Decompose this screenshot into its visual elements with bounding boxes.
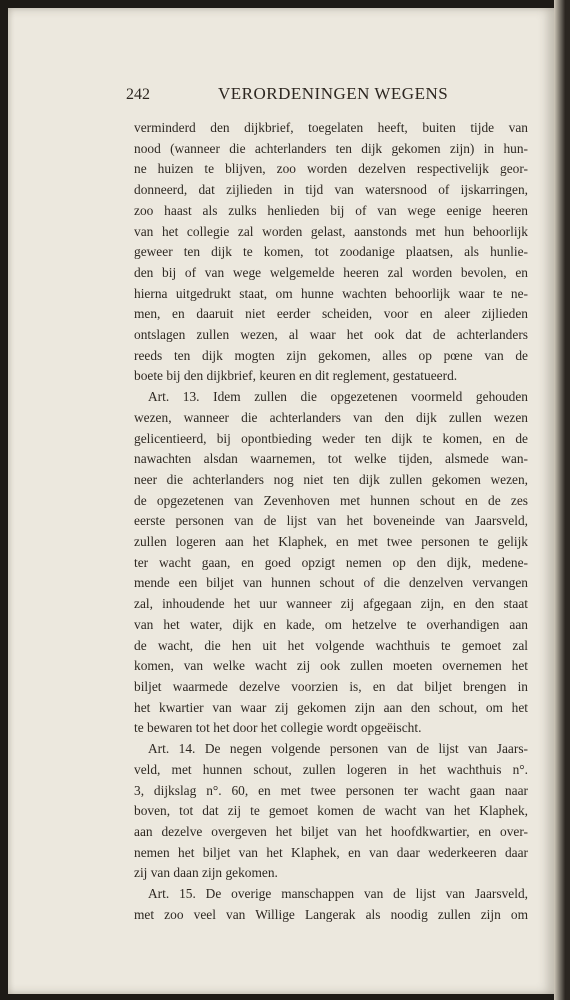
text-line: nood (wanneer die achterlanders ten dijk gekomen zijn) in hun- (134, 140, 528, 156)
text-line: het kwartier van waar zij gekomen zijn aan den schout, om het (134, 699, 528, 715)
text-line: van het collegie zal worden gelast, aanstonds met hun behoorlijk (134, 223, 528, 239)
page-number: 242 (126, 86, 150, 103)
text-line: donneerd, dat zijlieden in tijd van watersnood of ijskarringen, (134, 182, 528, 198)
text-line: neer die achterlanders nog niet ten dijk zullen gekomen wezen, (134, 471, 528, 487)
text-line: boven, tot dat zij te gemoet komen de wacht van het Klaphek, (134, 803, 528, 819)
text-line: zal, inhoudende het uur wanneer zij afgegaan zijn, en den staat (134, 596, 528, 612)
page-gutter-edge (554, 0, 570, 1000)
text-line: ne huizen te blijven, zoo worden dezelven respectivelijk geor- (134, 161, 528, 177)
text-line: zij van daan zijn gekomen. (134, 865, 278, 881)
text-line: ter wacht gaan, en goed opzigt nemen op den dijk, medene- (134, 554, 528, 570)
text-line: hierna uitgedrukt staat, om hunne wachten behoorlijk waar te ne- (134, 285, 528, 301)
text-line: Art. 14. De negen volgende personen van de lijst van Jaars- (148, 741, 528, 757)
text-line: zullen logeren aan het Klaphek, en met twee personen te gelijk (134, 534, 528, 550)
text-line: mende een biljet van hunnen schout of die denzelven vervangen (134, 575, 528, 591)
text-line: reeds ten dijk mogten zijn gekomen, alles op pœne van de (134, 347, 528, 363)
text-line: de wacht, die hen uit het volgende wachthuis te gemoet zal (134, 637, 528, 653)
text-line: biljet waarmede dezelve voorzien is, en dat biljet brengen in (134, 678, 528, 694)
body-text (134, 118, 528, 925)
text-line: veld, met hunnen schout, zullen logeren in het wachthuis n°. (134, 761, 528, 777)
text-line: nawachten alsdan waarnemen, tot welke tijden, alsmede wan- (134, 451, 528, 467)
running-title: VERORDENINGEN WEGENS (218, 84, 449, 103)
page-header (126, 84, 536, 108)
text-line: boete bij den dijkbrief, keuren en dit reglement, gestatueerd. (134, 368, 458, 384)
text-line: ontslagen zullen wezen, al waar het ook dat de achterlanders (134, 327, 528, 343)
text-line: 3, dijkslag n°. 60, en met twee personen ter wacht gaan naar (134, 782, 528, 798)
text-line: te bewaren tot het door het collegie wordt opgeëischt. (134, 720, 422, 736)
text-line: gelicentieerd, bij opontbieding weder ten dijk te komen, en de (134, 430, 528, 446)
text-line: de opgezetenen van Zevenhoven met hunnen schout en de zes (134, 492, 528, 508)
text-line: den bij of van wege welgemelde heeren zal worden bevolen, en (134, 264, 528, 280)
text-line: nemen het biljet van het Klaphek, en van daar wederkeeren daar (134, 844, 528, 860)
text-line: Art. 13. Idem zullen die opgezetenen voormeld gehouden (148, 389, 528, 405)
text-line: aan dezelve overgeven het biljet van het hoofdkwartier, en over- (134, 823, 528, 839)
text-line: zoo haast als zulks henlieden bij of van wege eenige heeren (134, 202, 528, 218)
text-line: met zoo veel van Willige Langerak als noodig zullen zijn om (134, 906, 528, 922)
text-line: komen, van welke wacht zij ook zullen moeten overnemen het (134, 658, 528, 674)
text-line: Art. 15. De overige manschappen van de lijst van Jaarsveld, (148, 886, 528, 902)
text-line: geweer ten dijk te komen, tot zoodanige plaatsen, als hunlie- (134, 244, 528, 260)
text-line: men, en daaruit niet eerder scheiden, voor en aleer zijlieden (134, 306, 528, 322)
text-line: verminderd den dijkbrief, toegelaten heeft, buiten tijde van (134, 120, 528, 135)
text-line: van het water, dijk en kade, om hetzelve te overhandigen aan (134, 616, 528, 632)
text-line: eerste personen van de lijst van het boveneinde van Jaarsveld, (134, 513, 528, 529)
text-line: wezen, wanneer die achterlanders van den dijk zullen wezen (134, 409, 528, 425)
